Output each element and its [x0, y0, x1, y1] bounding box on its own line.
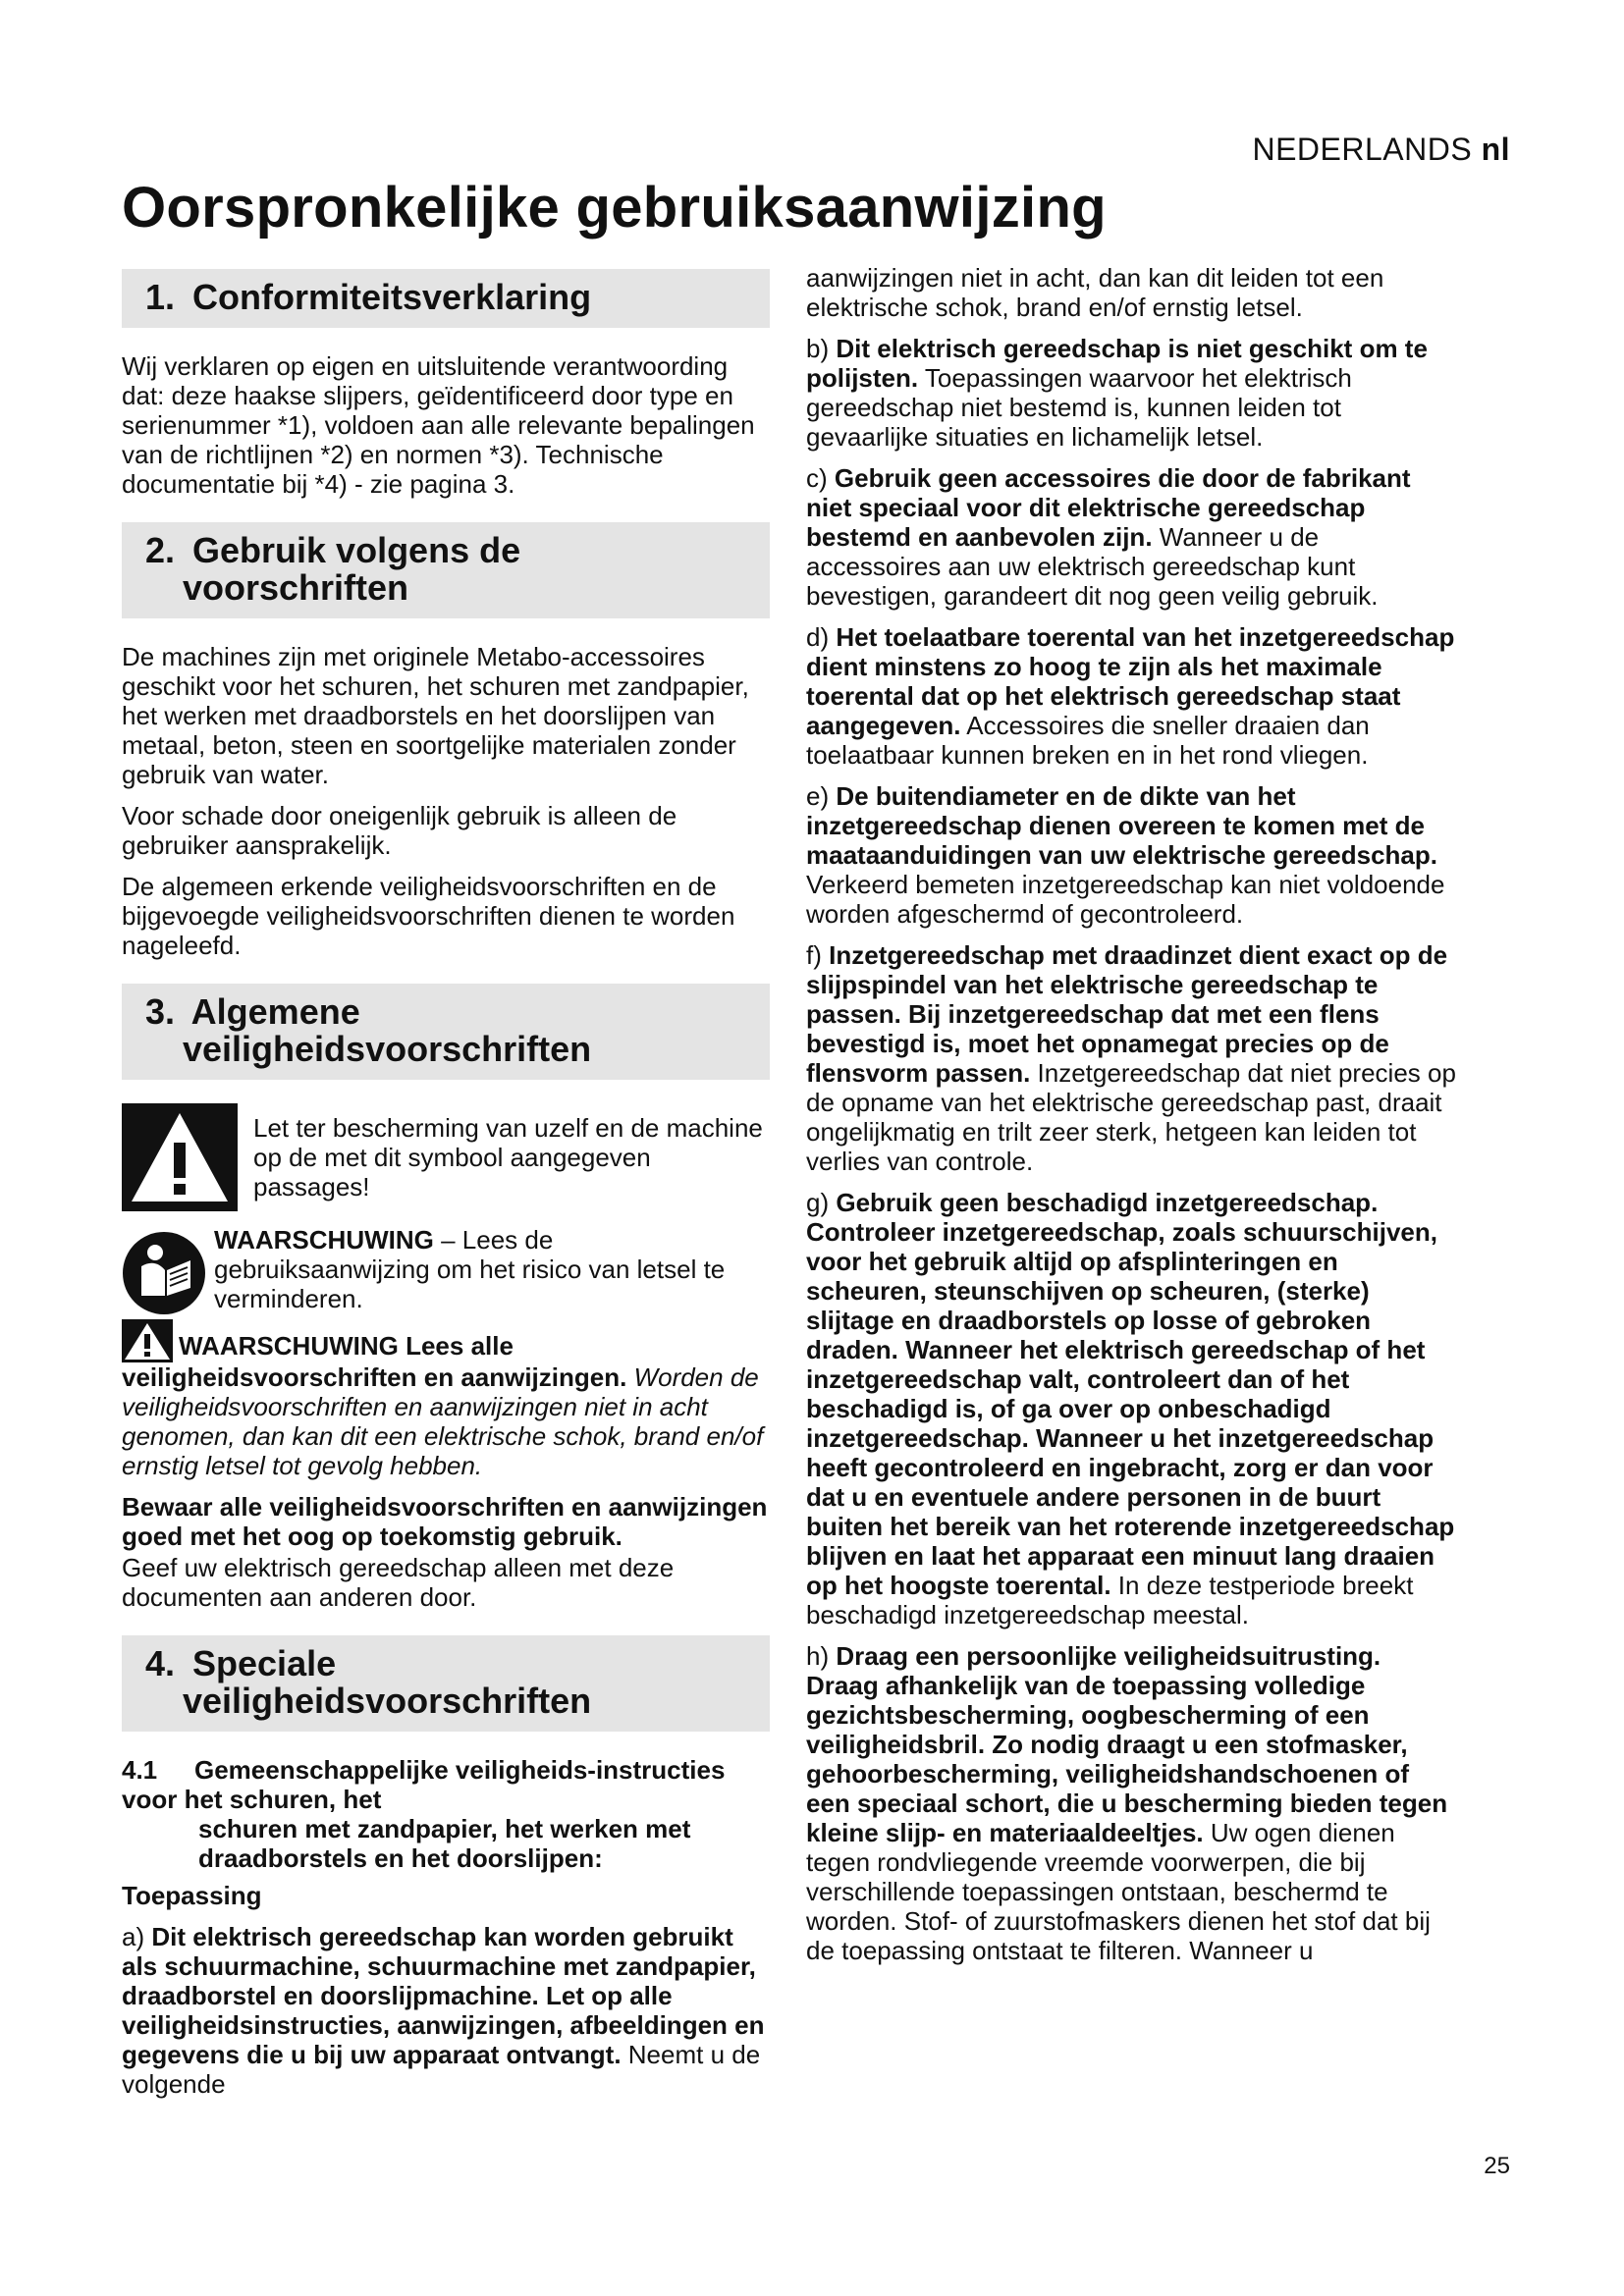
right-column [806, 263, 1460, 1977]
left-column [122, 269, 770, 2110]
section-2-heading [122, 522, 770, 618]
item-b-bold: Dit elektrisch gereedschap is niet geschikt om te polijsten. [806, 334, 1428, 393]
section-2-paragraph-3: De algemeen erkende veiligheidsvoorschriften en de bijgevoegde veiligheidsvoorschriften dienen te worden nageleefd. [122, 872, 735, 960]
item-d-bold: Het toelaatbare toerental van het inzetgereedschap dient minstens zo hoog te zijn als het maximale toerental dat op het elektrisch gereedschap staat aangegeven. [806, 622, 1455, 740]
section-3-heading [122, 984, 770, 1080]
item-b-label: b) [806, 334, 830, 363]
language-header [1252, 132, 1510, 168]
section-1-body: Wij verklaren op eigen en uitsluitende verantwoording dat: deze haakse slijpers, geïdentificeerd door type en serienummer *1), voldoen aan alle relevante bepalingen van de richtlijnen *2) en normen *3). Technische documentatie bij *4) - zie pagina 3. [122, 351, 755, 499]
item-c-label: c) [806, 463, 828, 493]
read-manual-text [214, 1225, 770, 1313]
item-g-bold: Gebruik geen beschadigd inzetgereedschap. Controleer inzetgereedschap, zoals schuurschijven, voor het gebruik altijd op afsplinteringen en scheuren, steunschijven op scheuren, (sterke) slijtage en draadborstels op losse of gebroken draden. Wanneer het elektrisch gereedschap of het inzetgereedschap valt, controleert dan of het beschadigd is, of ga over op onbeschadigd inzetgereedschap. Wanneer u het inzetgereedschap heeft gecontroleerd en ingebracht, zorg er dan voor dat u en eventuele andere personen in de buurt buiten het bereik van het roterende inzetgereedschap blijven en laat het apparaat een minuut lang draaien op het hoogste toerental. [806, 1188, 1455, 1600]
item-e-text: Verkeerd bemeten inzetgereedschap kan niet voldoende worden afgeschermd of gecontroleerd. [806, 870, 1445, 929]
item-e-bold: De buitendiameter en de dikte van het inzetgereedschap dienen overeen te komen met de maataanduidingen van uw elektrische gereedschap. [806, 781, 1437, 870]
item-h-label: h) [806, 1641, 830, 1671]
item-g [806, 1188, 1460, 1629]
page-title: Oorspronkelijke gebruiksaanwijzing [122, 176, 1107, 240]
item-a-text: Neemt u de volgende [122, 2040, 761, 2099]
item-c-text: Wanneer u de accessoires aan uw elektrisch gereedschap kunt bevestigen, garandeert dit nog geen veilig gebruik. [806, 522, 1379, 611]
item-a [122, 1922, 770, 2099]
section-3-title-line1: Algemene [190, 991, 360, 1032]
section-4-heading [122, 1635, 770, 1732]
language-name: NEDERLANDS [1252, 132, 1473, 167]
subsection-4-1-heading [122, 1755, 770, 1873]
item-d [806, 622, 1460, 770]
application-heading: Toepassing [122, 1881, 262, 1910]
item-g-text: In deze testperiode breekt beschadigd inzetgereedschap meestal. [806, 1571, 1414, 1629]
subsection-4-1-line1: Gemeenschappelijke veiligheids-instructies voor het schuren, het [122, 1755, 726, 1814]
item-a-bold: Dit elektrisch gereedschap kan worden gebruikt als schuurmachine, schuurmachine met zandpapier, draadborstel en doorslijpmachine. Let op alle veiligheidsinstructies, aanwijzingen, afbeeldingen en gegevens die u bij uw apparaat ontvangt. [122, 1922, 765, 2069]
item-f-bold: Inzetgereedschap met draadinzet dient exact op de slijpspindel van het elektrische gereedschap te passen. Bij inzetgereedschap dat met een flens bevestigd is, moet het opnamegat precies op de flensvorm passen. [806, 940, 1448, 1088]
section-3-title-line2: veiligheidsvoorschriften [183, 1029, 592, 1069]
item-a-label: a) [122, 1922, 145, 1951]
item-b-text: Toepassingen waarvoor het elektrisch gereedschap niet bestemd is, kunnen leiden tot gevaarlijke situaties en lichamelijk letsel. [806, 363, 1352, 452]
item-f-label: f) [806, 940, 822, 970]
item-e-label: e) [806, 781, 830, 811]
pass-on-instructions: Geef uw elektrisch gereedschap alleen met deze documenten aan anderen door. [122, 1553, 675, 1612]
item-h [806, 1641, 1460, 1965]
section-4-title-line1: Speciale [192, 1643, 337, 1683]
item-c [806, 463, 1460, 611]
section-2-number: 2. [145, 530, 176, 570]
small-warning-icon [122, 1319, 173, 1362]
language-code: nl [1481, 132, 1510, 167]
subsection-4-1-line2: schuren met zandpapier, het werken met draadborstels en het doorslijpen: [198, 1814, 691, 1873]
item-c-bold: Gebruik geen accessoires die door de fabrikant niet speciaal voor dit elektrische gereedschap bestemd en aanbevolen zijn. [806, 463, 1411, 552]
section-3-number: 3. [145, 991, 176, 1032]
general-warning-italic: Worden de veiligheidsvoorschriften en aanwijzingen niet in acht genomen, dan kan dit een elektrische schok, brand en/of ernstig letsel tot gevolg hebben. [122, 1362, 764, 1480]
section-4-title-line2: veiligheidsvoorschriften [183, 1681, 592, 1721]
section-2-title-line1: Gebruik volgens de [192, 530, 521, 570]
general-warning [122, 1319, 770, 1480]
section-1-heading [122, 269, 770, 328]
item-a-continued: aanwijzingen niet in acht, dan kan dit leiden tot een elektrische schok, brand en/of ernstig letsel. [806, 263, 1384, 322]
warning-symbol-note [122, 1103, 770, 1211]
section-2-title-line2: voorschriften [183, 567, 409, 608]
item-d-text: Accessoires die sneller draaien dan toelaatbaar kunnen breken en in het rond vliegen. [806, 711, 1370, 770]
read-manual-body: – Lees de gebruiksaanwijzing om het risico van letsel te verminderen. [214, 1225, 726, 1313]
item-b [806, 334, 1460, 452]
item-e [806, 781, 1460, 929]
section-2-paragraph-1: De machines zijn met originele Metabo-accessoires geschikt voor het schuren, het schuren met zandpapier, het werken met draadborstels en het doorslijpen van metaal, beton, steen en soortgelijke materialen zonder gebruik van water. [122, 642, 749, 789]
read-manual-icon [122, 1231, 206, 1315]
page-number: 25 [1484, 2153, 1510, 2179]
item-f-text: Inzetgereedschap dat niet precies op de opname van het elektrische gereedschap past, draait ongelijkmatig en trilt zeer sterk, hetgeen kan leiden tot verlies van controle. [806, 1058, 1456, 1176]
subsection-4-1-number: 4.1 [122, 1755, 158, 1785]
section-4-number: 4. [145, 1643, 176, 1683]
warning-triangle-icon [122, 1103, 238, 1211]
item-g-label: g) [806, 1188, 830, 1217]
section-1-number: 1. [145, 277, 176, 317]
item-f [806, 940, 1460, 1176]
item-h-bold: Draag een persoonlijke veiligheidsuitrusting. Draag afhankelijk van de toepassing volledige gezichtsbescherming, oogbescherming of een veiligheidsbril. Zo nodig draagt u een stofmasker, gehoorbescherming, veiligheidshandschoenen of een speciaal schort, die u bescherming bieden tegen kleine slijp- en materiaaldeeltjes. [806, 1641, 1448, 1847]
read-manual-warning [122, 1225, 770, 1313]
section-2-paragraph-2: Voor schade door oneigenlijk gebruik is alleen de gebruiker aansprakelijk. [122, 801, 677, 860]
warning-label: WAARSCHUWING [214, 1225, 434, 1255]
item-h-text: Uw ogen dienen tegen rondvliegende vreemde voorwerpen, die bij verschillende toepassingen ontstaan, beschermd te worden. Stof- of zuurstofmaskers dienen het stof dat bij de toepassing ontstaat te filteren. Wanneer u [806, 1818, 1431, 1965]
general-warning-bold: WAARSCHUWING Lees alle veiligheidsvoorschriften en aanwijzingen. [122, 1331, 627, 1392]
item-d-label: d) [806, 622, 830, 652]
section-1-title: Conformiteitsverklaring [192, 277, 592, 317]
symbol-note-text: Let ter bescherming van uzelf en de machine op de met dit symbool aangegeven passages! [253, 1113, 763, 1201]
keep-instructions: Bewaar alle veiligheidsvoorschriften en aanwijzingen goed met het oog op toekomstig gebruik. [122, 1492, 768, 1551]
